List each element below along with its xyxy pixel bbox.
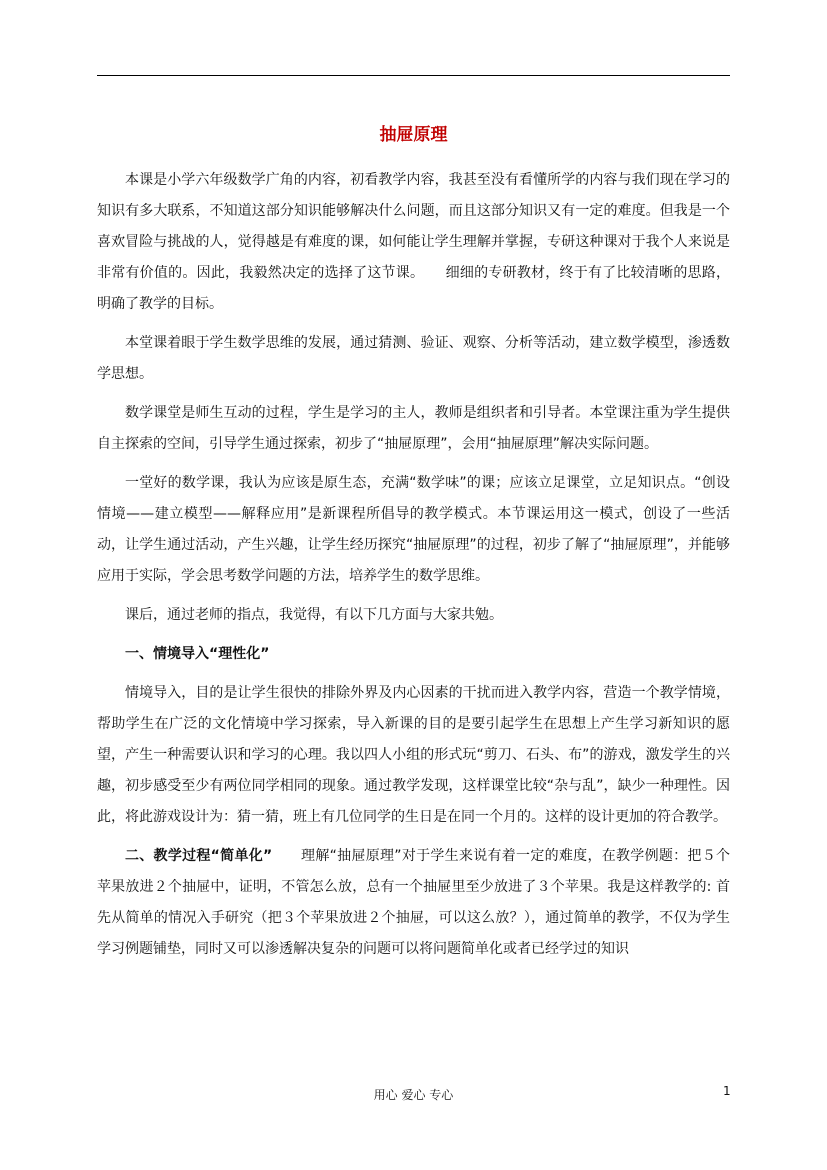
paragraph: 一堂好的数学课，我认为应该是原生态，充满“数学味”的课；应该立足课堂，立足知识点。“创设情境——建立模型——解释应用”是新课程所倡导的教学模式。本节课运用这一模式，创设了一些活动，让学生通过活动，产生兴趣，让学生经历探究“抽屉原理”的过程，初步了解了“抽屉原理”，并能够应用于实际，学会思考数学问题的方法，培养学生的数学思维。 [97, 475, 730, 584]
paragraph-text: 理解“抽屉原理”对于学生来说有着一定的难度，在教学例题：把５个苹果放进２个抽屉中，证明，不管怎么放，总有一个抽屉里至少放进了３个苹果。我是这样教学的: 首先从简单的情况入手研究（把３个苹果放进２个抽屉，可以这么放？），通过简单的教学，不仅为学生学习例题铺垫，同时又可以渗透解决复杂的问题可以将问题简单化或者已经学过的知识 [97, 848, 730, 957]
document-title: 抽屉原理 [379, 125, 448, 145]
paragraph [97, 841, 730, 965]
header-rule [97, 75, 730, 76]
section-heading: 一、情境导入“理性化” [125, 646, 270, 662]
section-heading: 二、教学过程“简单化” [125, 848, 273, 864]
page-number: 1 [723, 1084, 731, 1098]
paragraph: 课后，通过老师的指点，我觉得，有以下几方面与大家共勉。 [125, 607, 503, 623]
paragraph: 数学课堂是师生互动的过程，学生是学习的主人，教师是组织者和引导者。本堂课注重为学生提供自主探索的空间，引导学生通过探索，初步了“抽屉原理”，会用“抽屉原理”解决实际问题。 [97, 405, 730, 452]
paragraph: 情境导入，目的是让学生很快的排除外界及内心因素的干扰而进入教学内容，营造一个教学情境，帮助学生在广泛的文化情境中学习探索，导入新课的目的是要引起学生在思想上产生学习新知识的愿望，产生一种需要认识和学习的心理。我以四人小组的形式玩“剪刀、石头、布”的游戏，激发学生的兴趣，初步感受至少有两位同学相同的现象。通过教学发现，这样课堂比较“杂与乱”，缺少一种理性。因此，将此游戏设计为：猜一猜，班上有几位同学的生日是在同一个月的。这样的设计更加的符合教学。 [97, 685, 730, 825]
document-body [97, 165, 730, 973]
paragraph: 本堂课着眼于学生数学思维的发展，通过猜测、验证、观察、分析等活动，建立数学模型，渗透数学思想。 [97, 335, 730, 382]
paragraph: 本课是小学六年级数学广角的内容，初看教学内容，我甚至没有看懂所学的内容与我们现在学习的知识有多大联系，不知道这部分知识能够解决什么问题，而且这部分知识又有一定的难度。但我是一个喜欢冒险与挑战的人，觉得越是有难度的课，如何能让学生理解并掌握，专研这种课对于我个人来说是非常有价值的。因此，我毅然决定的选择了这节课。 细细的专研教材，终于有了比较清晰的思路，明确了教学的目标。 [97, 172, 730, 312]
page-footer: 用心 爱心 专心 [373, 1088, 454, 1102]
